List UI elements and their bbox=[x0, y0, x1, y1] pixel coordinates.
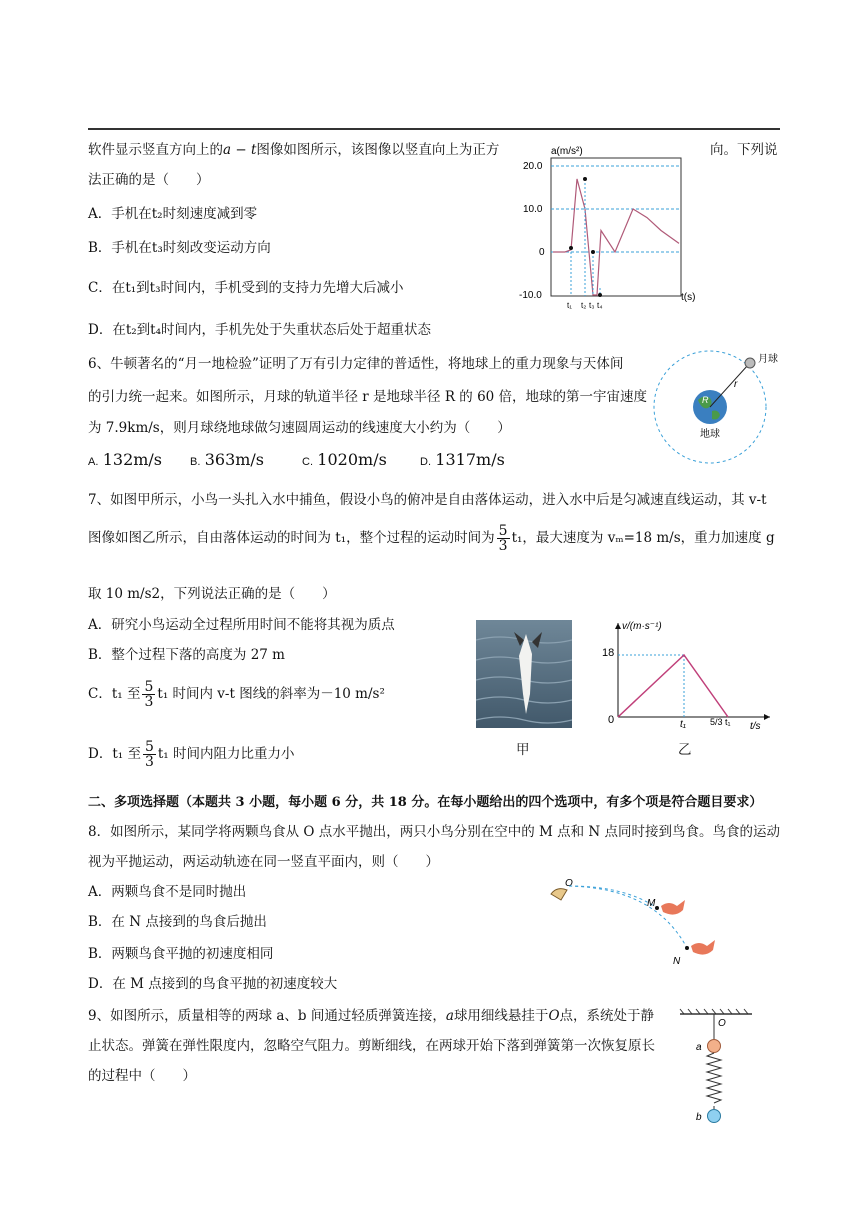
earth-label: 地球 bbox=[700, 429, 720, 440]
q5-xtick: t₄ bbox=[597, 301, 603, 310]
q5-xtick: t₃ bbox=[589, 301, 595, 310]
q5-option-d: D．在t₂到t₄时间内，手机先处于失重状态后处于超重状态 bbox=[88, 322, 431, 338]
q8-option-d: D．在 M 点接到的鸟食平抛的初速度较大 bbox=[88, 976, 338, 992]
q7-xtick-t1: t₁ bbox=[680, 719, 686, 730]
q7-option-a: A．研究小鸟运动全过程所用时间不能将其视为质点 bbox=[88, 617, 395, 633]
fraction-5-3: $\frac{5}{3}$ bbox=[498, 523, 508, 554]
fraction-5-3: $\frac{5}{3}$ bbox=[144, 679, 154, 710]
section-2-heading: 二、多项选择题（本题共 3 小题，每小题 6 分，共 18 分。在每小题给出的四个选项中，有多个项是符合题目要求） bbox=[88, 795, 763, 810]
q7-series-line bbox=[618, 655, 728, 717]
q8-O-label: O bbox=[565, 878, 573, 889]
q8-option-c: B．两颗鸟食平抛的初速度相同 bbox=[88, 946, 274, 962]
ball-a bbox=[708, 1040, 721, 1053]
q8-line2: 视为平抛运动，两运动轨迹在同一竖直平面内，则（ ） bbox=[88, 854, 439, 870]
q7-line2: 图像如图乙所示，自由落体运动的时间为 t₁，整个过程的运动时间为 $\frac{5}{3}$ t₁，最大速度为 vₘ=18 m/s，重力加速度 g bbox=[88, 523, 775, 554]
radius-r-line bbox=[710, 365, 748, 407]
q6-option-b: B. 363m/s bbox=[190, 450, 265, 469]
q8-N-label: N bbox=[673, 956, 681, 967]
q5-ytick: 20.0 bbox=[523, 161, 543, 172]
bird-M-icon bbox=[661, 900, 685, 915]
q6-line3: 为 7.9km/s，则月球绕地球做匀速圆周运动的线速度大小约为（ ） bbox=[88, 420, 511, 436]
trajectory-M bbox=[569, 886, 657, 908]
q5-point-t2 bbox=[583, 177, 587, 181]
q7-ylabel: v/(m·s⁻¹) bbox=[622, 621, 662, 632]
q6-line1: 6、牛顿著名的“月一地检验”证明了万有引力定律的普适性，将地球上的重力现象与天体间 bbox=[88, 356, 624, 372]
spring bbox=[707, 1053, 721, 1103]
q5-option-c: C．在t₁到t₃时间内，手机受到的支持力先增大后减小 bbox=[88, 280, 404, 296]
q7-xtick-5-3t1: 5/3 t₁ bbox=[710, 717, 731, 727]
q9-spring-figure bbox=[676, 1008, 756, 1128]
R-label: R bbox=[702, 395, 709, 405]
q5-xtick: t₁ bbox=[567, 301, 572, 310]
q5-ytick: 10.0 bbox=[523, 204, 543, 215]
q5-ytick: -10.0 bbox=[519, 290, 542, 301]
q5-option-a: A．手机在t₂时刻速度减到零 bbox=[88, 206, 258, 222]
q9-line3: 的过程中（ ） bbox=[88, 1068, 196, 1084]
header-rule bbox=[88, 128, 780, 130]
q5-xtick: t₂ bbox=[581, 301, 587, 310]
q5-xlabel: t(s) bbox=[681, 292, 696, 303]
q7-option-d: D．t₁ 至 $\frac{5}{3}$ t₁ 时间内阻力比重力小 bbox=[88, 739, 295, 770]
q5-line1-end: 向。下列说 bbox=[710, 142, 778, 158]
q5-point-t1 bbox=[569, 246, 573, 250]
fraction-5-3: $\frac{5}{3}$ bbox=[144, 739, 154, 770]
q5-point-t3 bbox=[591, 250, 595, 254]
q6-option-d: D. 1317m/s bbox=[420, 450, 505, 469]
q9-a-label: a bbox=[696, 1042, 702, 1053]
q5-option-b: B．手机在t₃时刻改变运动方向 bbox=[88, 240, 271, 256]
q7-line3: 取 10 m/s2，下列说法正确的是（ ） bbox=[88, 586, 336, 602]
q9-line2: 止状态。弹簧在弹性限度内，忽略空气阻力。剪断细线，在两球开始下落到弹簧第一次恢复原长 bbox=[88, 1038, 655, 1054]
q7-vt-chart bbox=[600, 615, 780, 745]
ball-b bbox=[708, 1110, 721, 1123]
q9-O-label: O bbox=[718, 1018, 726, 1029]
q5-ytick: 0 bbox=[539, 247, 545, 258]
q7-option-b: B．整个过程下落的高度为 27 m bbox=[88, 647, 285, 663]
q7-xlabel: t/s bbox=[750, 721, 761, 732]
q5-line1: 软件显示竖直方向上的a − t图像如图所示，该图像以竖直向上为正方 bbox=[88, 142, 500, 158]
q7-option-c: C．t₁ 至 $\frac{5}{3}$ t₁ 时间内 v-t 图线的斜率为－10 m/s² bbox=[88, 679, 385, 710]
q7-fig-yi: 乙 bbox=[678, 742, 692, 758]
bird-N-icon bbox=[691, 940, 715, 955]
q6-option-c: C. 1020m/s bbox=[302, 450, 387, 469]
q5-plot-frame bbox=[551, 158, 681, 296]
q9-line1: 9、如图所示，质量相等的两球 a、b 间通过轻质弹簧连接，a球用细线悬挂于O点，系统处于静 bbox=[88, 1008, 655, 1024]
q5-at-chart bbox=[515, 140, 700, 315]
q6-orbit-figure bbox=[650, 345, 790, 475]
q9-b-label: b bbox=[696, 1112, 702, 1123]
q6-line2: 的引力统一起来。如图所示，月球的轨道半径 r 是地球半径 R 的 60 倍，地球的第一宇宙速度 bbox=[88, 389, 648, 405]
q6-option-a: A. 132m/s bbox=[88, 450, 163, 469]
q7-ytick-18: 18 bbox=[602, 647, 615, 659]
q7-line1: 7、如图甲所示，小鸟一头扎入水中捕鱼，假设小鸟的俯冲是自由落体运动，进入水中后是匀减速直线运动，其 v-t bbox=[88, 492, 767, 508]
q8-line1: 8．如图所示，某同学将两颗鸟食从 O 点水平抛出，两只小鸟分别在空中的 M 点和 N 点同时接到鸟食。鸟食的运动 bbox=[88, 824, 781, 840]
q5-series-line bbox=[553, 179, 679, 295]
q5-line2: 法正确的是（ ） bbox=[88, 172, 210, 188]
hand-icon bbox=[551, 889, 567, 900]
q7-ytick-0: 0 bbox=[608, 714, 615, 726]
q5-point-t4 bbox=[598, 293, 602, 297]
q5-curve bbox=[553, 179, 679, 295]
q7-bird-photo bbox=[476, 620, 572, 728]
q8-M-label: M bbox=[647, 898, 656, 909]
trajectory-N bbox=[569, 886, 687, 948]
moon-icon bbox=[745, 358, 755, 368]
q5-ylabel: a(m/s²) bbox=[551, 146, 583, 157]
q7-fig-jia: 甲 bbox=[516, 742, 530, 758]
moon-label: 月球 bbox=[758, 354, 778, 365]
q7-vt-line bbox=[618, 655, 728, 717]
q8-option-b: B．在 N 点接到的鸟食后抛出 bbox=[88, 914, 267, 930]
q8-option-a: A．两颗鸟食不是同时抛出 bbox=[88, 884, 247, 900]
q8-projectile-figure bbox=[545, 872, 725, 972]
r-label: r bbox=[734, 379, 738, 390]
